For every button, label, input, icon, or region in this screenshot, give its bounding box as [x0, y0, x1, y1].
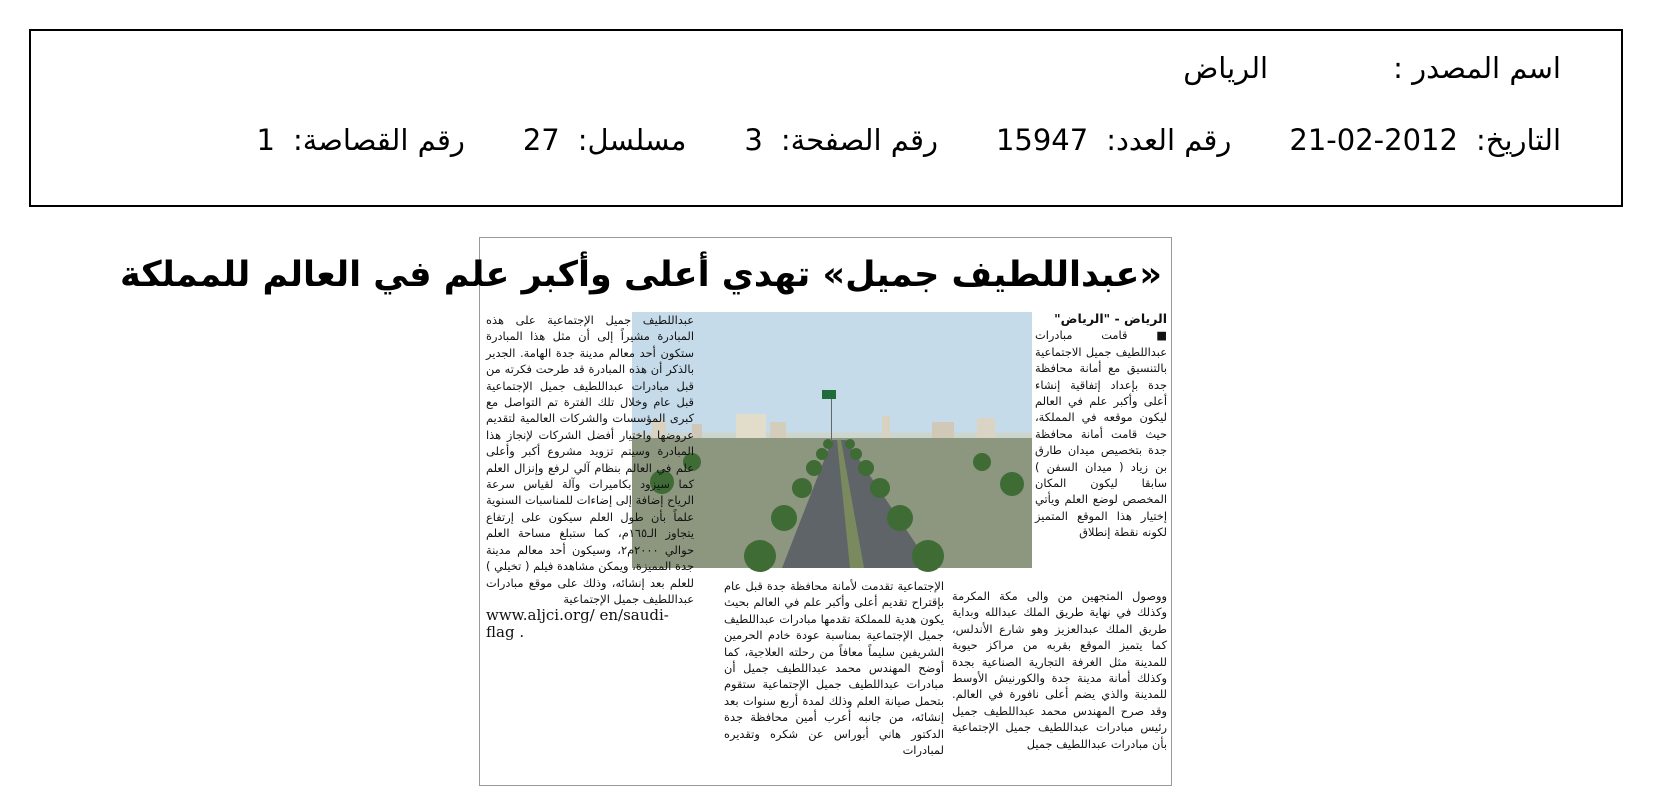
date-value: 21-02-2012 [1289, 123, 1458, 157]
page-value: 3 [744, 123, 763, 157]
clip-border-bottom [479, 785, 1172, 786]
article-headline: «عبداللطيف جميل» تهدي أعلى وأكبر علم في العالم للمملكة [120, 255, 1162, 295]
page-label: رقم الصفحة: [780, 123, 938, 157]
newspaper-clipping [120, 237, 1172, 786]
issue-label: رقم العدد: [1106, 123, 1232, 157]
serial-value: 27 [522, 123, 560, 157]
clip-border-right [1171, 237, 1172, 786]
flag-pole [831, 392, 832, 440]
source-info-box [29, 29, 1623, 207]
article-column-right-bottom [952, 588, 1167, 752]
article-paragraph: الإجتماعية تقدمت لأمانة محافظة جدة قبل عام بإقتراح تقديم أعلى وأكبر علم في العالم بحيث يكون هدية للمملكة تقدمها مبادرات عبداللطيف جميل الإجتماعية بمناسبة عودة خادم الحرمين الشريفين سليماً معافاً من رحلته العلاجية، كما أوضح المهندس محمد عبداللطيف جميل أن مبادرات عبداللطيف جميل الإجتماعية ستقوم بتحمل صيانة العلم وذلك لمدة أربع سنوات بعد إنشائه، من جانبه أعرب أمين محافظة جدة الدكتور هاني أبوراس عن شكره وتقديره لمبادرات [724, 579, 944, 758]
article-paragraph: ووصول المتجهين من والى مكة المكرمة وكذلك في نهاية طريق الملك عبدالله وبداية طريق الملك عبدالعزيز وهو شارع الأندلس، كما يتميز الموقع بقربه من مراكز حيوية للمدينة مثل الغرفة التجارية الصناعية بجدة وكذلك أمانة مدينة جدة والكورنيش الأوسط للمدينة والذي يضم أعلى نافورة في العالم. وقد صرح المهندس محمد عبداللطيف جميل رئيس مبادرات عبداللطيف جميل الإجتماعية بأن مبادرات عبداللطيف جميل [952, 589, 1167, 751]
article-column-right-top [1035, 311, 1167, 541]
source-line [1183, 51, 1561, 86]
flag [822, 390, 836, 399]
clip-border-left [479, 237, 480, 786]
article-column-middle [724, 578, 944, 758]
source-value: الرياض [1183, 51, 1269, 85]
date-label: التاريخ: [1475, 123, 1561, 157]
clip-value: 1 [256, 123, 275, 157]
article-url: www.aljci.org/ en/saudi-flag . [486, 606, 669, 641]
serial-label: مسلسل: [577, 123, 687, 157]
building [736, 414, 766, 442]
clip-label: رقم القصاصة: [292, 123, 465, 157]
article-paragraph: عبداللطيف جميل الإجتماعية على هذه المبادرة مشيراً إلى أن مثل هذا المبادرة ستكون أحد معالم مدينة جدة الهامة. الجدير بالذكر أن هذه المبادرة قد طرحت فكرته من قبل مبادرات عبداللطيف جميل الإجتماعية قبل عام وخلال تلك الفترة تم التواصل مع كبرى المؤسسات والشركات العالمية لتقديم عروضها واختيار أفضل الشركات لإنجاز هذا المبادرة وسيتم تزويد مشروع أكبر وأعلى علم في العالم بنظام آلي لرفع وإنزال العلم كما سيزود بكاميرات وآلة لقياس سرعة الرياح إضافة إلى إضاءات للمناسبات السنوية علماً بأن طول العلم سيكون على إرتفاع يتجاوز الـ١٦٥م، كما ستبلغ مساحة العلم حوالي ٢٠٠٠م٢، وسيكون أحد معالم مدينة جدة المميزة، ويمكن مشاهدة فيلم ( تخيلي ) للعلم بعد إنشائه، وذلك على موقع مبادرات عبداللطيف جميل الإجتماعية [486, 313, 694, 606]
article-paragraph: ■ قامت مبادرات عبداللطيف جميل الاجتماعية بالتنسيق مع أمانة محافظة جدة بإعداد إتفاقية إنشاء أعلى وأكبر علم في العالم ليكون موقعه في المملكة، حيث قامت أمانة محافظة جدة بتخصيص ميدان طارق بن زياد ( ميدان السفن ) سابقا ليكون المكان المخصص لوضع العلم ويأتي إختيار هذا الموقع المتميز لكونه نقطة إنطلاق [1035, 328, 1167, 540]
article-column-left [486, 312, 694, 640]
article-byline: الرياض - "الرياض" [1054, 311, 1167, 326]
clip-border-top [479, 237, 1172, 238]
source-label: اسم المصدر : [1393, 51, 1561, 85]
metadata-line [257, 123, 1562, 158]
issue-value: 15947 [995, 123, 1089, 157]
